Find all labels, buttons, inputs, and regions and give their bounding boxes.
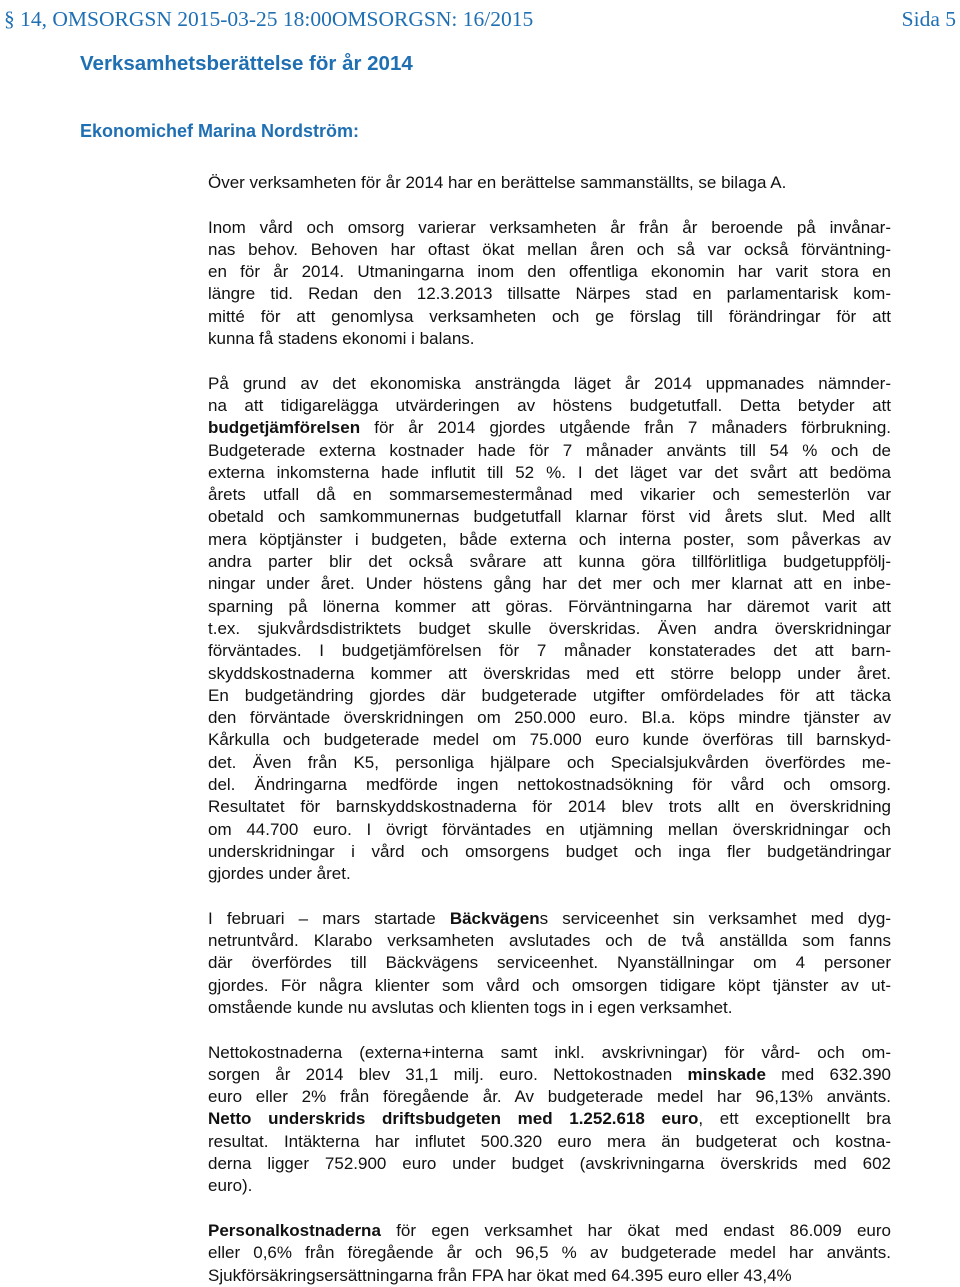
- text-line: gjordes. För några klienter som vård och omsorgen tidigare köpt tjänster av ut-: [208, 975, 891, 995]
- text-line: skyddskostnaderna kommer att överskridas med ett större belopp under året.: [208, 663, 891, 683]
- text-line: t.ex. sjukvårdsdistriktets budget skulle överskridas. Även andra överskridningar: [208, 618, 891, 638]
- text-line: omstående kunde nu avslutas och klienten togs in i egen verksamhet.: [208, 997, 733, 1017]
- text-line: längre tid. Redan den 12.3.2013 tillsatte Närpes stad en parlamentarisk kom-: [208, 284, 891, 304]
- paragraph-p5: [208, 1042, 891, 1198]
- text-line: Sjukförsäkringsersättningarna från FPA har ökat med 64.395 euro eller 43,4%: [208, 1265, 792, 1285]
- author-heading: Ekonomichef Marina Nordström:: [80, 121, 360, 141]
- bold-text: Bäckvägen: [449, 908, 540, 928]
- paragraph-gap: [208, 1019, 891, 1041]
- text-line: sparning på lönerna kommer att göras. Förväntningarna har däremot varit att: [208, 596, 891, 616]
- bold-text: minskade: [687, 1064, 766, 1084]
- document-title: Verksamhetsberättelse för år 2014: [80, 52, 413, 75]
- text-line: Inom vård och omsorg varierar verksamheten år från år beroende på invånar-: [208, 217, 891, 237]
- text-line: underskridningar i vård och omsorgens budget och inga fler budgetändringar: [208, 841, 891, 861]
- text-line: Kårkulla och budgeterade medel om 75.000 euro kunde överföras till barnskyd-: [208, 730, 891, 750]
- text-line: sorgen år 2014 blev 31,1 milj. euro. Nettokostnaden minskade med 632.390: [208, 1064, 891, 1084]
- text-line: netruntvård. Klarabo verksamheten avslutades och de två anställda som fanns: [208, 931, 891, 951]
- text-line: årets utfall då en sommarsemestermånad med vikarier och semesterlön var: [208, 485, 891, 505]
- bold-text: budgetjämförelsen: [208, 418, 361, 438]
- text-line: mitté för att genomlysa verksamheten och ge förslag till förändringar för att: [208, 306, 891, 326]
- bold-text: Netto underskrids driftsbudgeten med 1.252.618 euro: [208, 1109, 699, 1129]
- text-line: andra parter blir det också svårare att kunna göra tillförlitliga budgetuppfölj-: [208, 552, 891, 572]
- text-line: budgetjämförelsen för år 2014 gjordes utgående från 7 månaders förbrukning.: [208, 418, 891, 438]
- paragraph-p3: [208, 373, 891, 886]
- text-line: Netto underskrids driftsbudgeten med 1.252.618 euro, ett exceptionellt bra: [208, 1109, 891, 1129]
- body-text: [208, 172, 891, 1287]
- paragraph-p2: [208, 217, 891, 351]
- text-line: förväntades. I budgetjämförelsen för 7 månader konstaterades det att barn-: [208, 641, 891, 661]
- text-line: Budgeterade externa kostnader hade för 7 månader använts till 54 % och de: [208, 440, 891, 460]
- text-line: På grund av det ekonomiska ansträngda läget år 2014 uppmanades nämnder-: [208, 373, 891, 393]
- text-line: I februari – mars startade Bäckvägens serviceenhet sin verksamhet med dyg-: [208, 908, 891, 928]
- paragraph-gap: [208, 194, 891, 216]
- text-line: det. Även från K5, personliga hjälpare och Specialsjukvården överfördes me-: [208, 752, 891, 772]
- page-header: [0, 2, 960, 36]
- text-line: externa inkomsterna hade influtit till 52 %. I det läget var det svårt att bedöma: [208, 462, 891, 482]
- text-line: kunna få stadens ekonomi i balans.: [208, 329, 475, 349]
- text-line: Över verksamheten för år 2014 har en berättelse sammanställts, se bilaga A.: [208, 173, 787, 192]
- text-line: na att tidigarelägga utvärderingen av höstens budgetutfall. Detta betyder att: [208, 395, 891, 415]
- text-line: del. Ändringarna medförde ingen nettokostnadsökning för vård och omsorg.: [208, 775, 891, 795]
- paragraph-gap: [208, 1198, 891, 1220]
- text-line: nas behov. Behoven har oftast ökat mellan åren och så var också förväntning-: [208, 239, 891, 259]
- bold-text: Personalkostnaderna: [208, 1220, 381, 1240]
- text-line: Resultatet för barnskyddskostnaderna för 2014 blev trots allt en överskridning: [208, 797, 891, 817]
- text-line: eller 0,6% från föregående år och 96,5 % av budgeterade medel har använts.: [208, 1243, 891, 1263]
- header-section-reference: § 14, OMSORGSN 2015-03-25 18:00OMSORGSN: 16/2015: [4, 7, 534, 31]
- text-line: den förväntade överskridningen om 250.000 euro. Bl.a. köps mindre tjänster av: [208, 708, 891, 728]
- text-line: mera köptjänster i budgeten, både externa och interna poster, som påverkas av: [208, 529, 891, 549]
- text-line: Personalkostnaderna för egen verksamhet har ökat med endast 86.009 euro: [208, 1220, 891, 1240]
- text-line: en för år 2014. Utmaningarna inom den offentliga ekonomin har varit stora en: [208, 262, 891, 282]
- text-line: gjordes under året.: [208, 864, 351, 884]
- paragraph-p4: [208, 908, 891, 1019]
- text-line: där överfördes till Bäckvägens serviceenhet. Nyanställningar om 4 personer: [208, 953, 891, 973]
- text-line: derna ligger 752.900 euro under budget (avskrivningarna överskrids med 602: [208, 1154, 891, 1174]
- text-line: resultat. Intäkterna har influtet 500.320 euro mera än budgeterat och kostna-: [208, 1131, 891, 1151]
- text-line: ningar under året. Under höstens gång har det mer och mer klarnat att en inbe-: [208, 574, 891, 594]
- text-line: obetald och samkommunernas budgetutfall klarnar först vid årets slut. Med allt: [208, 507, 891, 527]
- header-page-number: Sida 5: [901, 7, 956, 31]
- text-line: euro).: [208, 1176, 253, 1196]
- text-line: om 44.700 euro. I övrigt förväntades en utjämning mellan överskridningar och: [208, 819, 891, 839]
- paragraph-p6: [208, 1220, 891, 1287]
- text-line: Nettokostnaderna (externa+interna samt inkl. avskrivningar) för vård- och om-: [208, 1042, 891, 1062]
- text-line: euro eller 2% från föregående år. Av budgeterade medel har 96,13% använts.: [208, 1087, 891, 1107]
- paragraph-gap: [208, 886, 891, 908]
- text-line: En budgetändring gjordes där budgeterade utgifter omfördelades för att täcka: [208, 685, 891, 705]
- paragraph-p1: [208, 172, 891, 194]
- paragraph-gap: [208, 350, 891, 372]
